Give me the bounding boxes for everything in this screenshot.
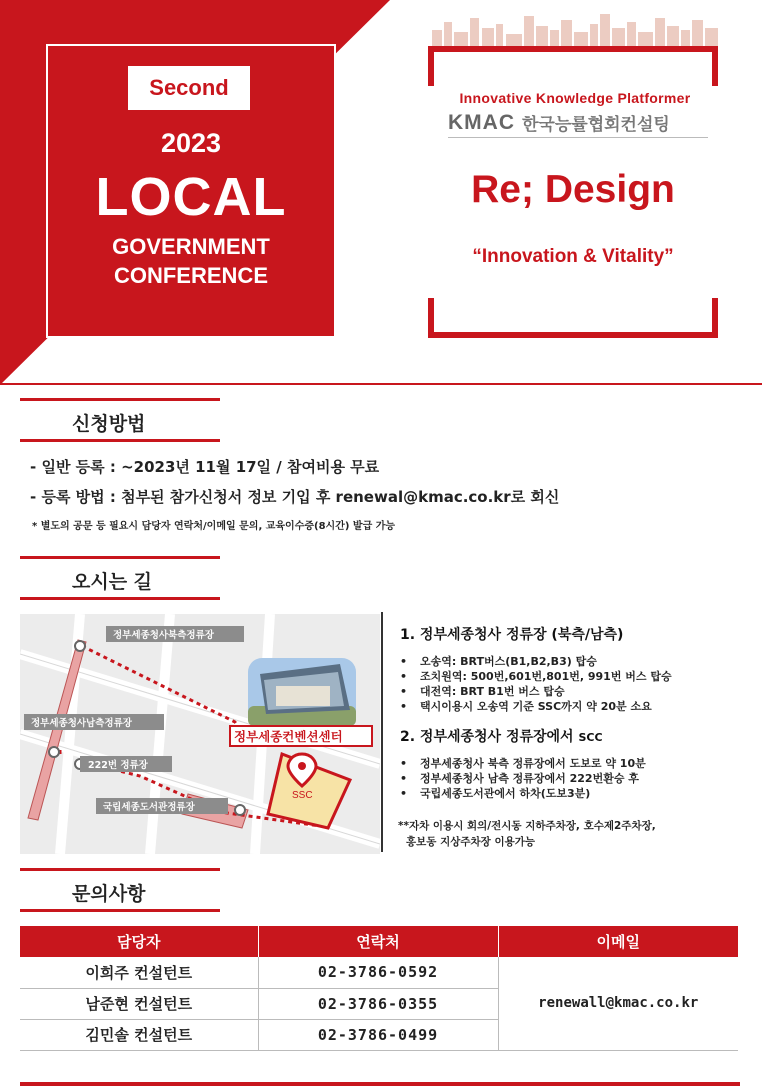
list-item-continuation: • 국립세종도서관에서 하차(도보3분): [400, 786, 646, 801]
directions-divider: [381, 612, 383, 852]
kmac-logo: KMAC: [448, 110, 515, 134]
contact-name: 남준현 컨설턴트: [20, 988, 258, 1019]
bus-stop-library-pin-icon: [235, 805, 245, 815]
contact-name: 이희주 컨설턴트: [20, 957, 258, 988]
conference-year: 2023: [160, 128, 222, 158]
header-divider: [0, 383, 762, 385]
contact-phone: 02-3786-0355: [258, 988, 498, 1019]
city-skyline-graphic: [430, 12, 720, 46]
section-heading-directions: [20, 556, 220, 600]
contact-name: 김민솔 컨설턴트: [20, 1019, 258, 1050]
contact-email: renewall@kmac.co.kr: [498, 957, 738, 1050]
kmac-logo-block: [448, 110, 708, 138]
contact-heading: 문의사항: [72, 883, 146, 905]
location-map: [20, 614, 380, 854]
parking-note-line2: 홍보동 지상주차장 이용가능: [406, 836, 536, 848]
kmac-company-name: 한국능률협회컨설팅: [522, 115, 670, 135]
conference-title-local: LOCAL: [95, 167, 287, 227]
venue-short-label: SSC: [292, 790, 313, 801]
column-header-phone: 연락처: [258, 926, 498, 957]
directions-section1-title: 1. 정부세종청사 정류장 (북측/남측): [400, 627, 624, 643]
list-item: • 오송역: BRT버스(B1,B2,B3) 탑승: [400, 654, 672, 669]
list-item: • 정부세종청사 북측 정류장에서 도보로 약 10분: [400, 756, 646, 771]
venue-photo: [248, 658, 356, 726]
parking-note-line1: **자차 이용시 회의/전시동 지하주차장, 호수제2주차장,: [398, 820, 656, 832]
registration-note: * 별도의 공문 등 필요시 담당자 연락처/이메일 문의, 교육이수증(8시간) 발급 가능: [32, 521, 396, 532]
directions-heading: 오시는 길: [72, 571, 153, 593]
conference-title-line2: CONFERENCE: [113, 263, 268, 288]
contact-phone: 02-3786-0592: [258, 957, 498, 988]
platformer-slogan: Innovative Knowledge Platformer: [459, 90, 691, 106]
column-header-name: 담당자: [20, 926, 258, 957]
conference-title-sub: [46, 232, 336, 290]
list-item: • 택시이용시 오송역 기준 SSC까지 약 20분 소요: [400, 699, 672, 714]
registration-method: - 등록 방법 : 첨부된 참가신청서 정보 기입 후 renewal@kmac.co.kr로 회신: [30, 488, 560, 506]
list-item: • 대전역: BRT B1번 버스 탑승: [400, 684, 672, 699]
parking-note: [398, 818, 758, 850]
map-label-north-stop: 정부세종청사북측정류장: [113, 630, 214, 641]
registration-heading: 신청방법: [72, 413, 146, 435]
theme-tagline: “Innovation & Vitality”: [472, 246, 674, 267]
map-label-south-stop: 정부세종청사남측정류장: [31, 718, 132, 729]
map-label-library-stop: 국립세종도서관정류장: [103, 802, 195, 813]
directions-section2-suffix: SCC: [578, 731, 603, 744]
section-heading-contact: [20, 868, 220, 912]
conference-title-line1: GOVERNMENT: [112, 234, 270, 259]
table-header-row: [20, 926, 738, 957]
map-venue-label: 정부세종컨벤션센터: [234, 729, 343, 744]
list-item: • 조치원역: 500번,601번,801번, 991번 버스 탑승: [400, 669, 672, 684]
column-header-email: 이메일: [498, 926, 738, 957]
contact-table: [20, 926, 738, 1051]
table-row: [20, 957, 738, 988]
bus-stop-north-pin-icon: [75, 641, 85, 651]
edition-badge: Second: [128, 66, 250, 110]
bus-stop-south-pin-icon: [49, 747, 59, 757]
footer-divider: [20, 1082, 740, 1086]
directions-section2-list: [400, 756, 646, 801]
directions-section2-title: 2. 정부세종청사 정류장에서: [400, 729, 574, 745]
directions-section1-list: [400, 654, 672, 714]
theme-title: Re; Design: [471, 168, 675, 211]
list-item: • 정부세종청사 남측 정류장에서 222번환승 후: [400, 771, 646, 786]
theme-frame-bottom: [428, 298, 718, 338]
directions-section2-title-row: [400, 726, 603, 746]
registration-period: - 일반 등록 : ~2023년 11월 17일 / 참여비용 무료: [30, 458, 380, 476]
contact-phone: 02-3786-0499: [258, 1019, 498, 1050]
map-label-222-stop: 222번 정류장: [88, 760, 148, 771]
section-heading-registration: [20, 398, 220, 442]
theme-frame-top: [428, 46, 718, 86]
